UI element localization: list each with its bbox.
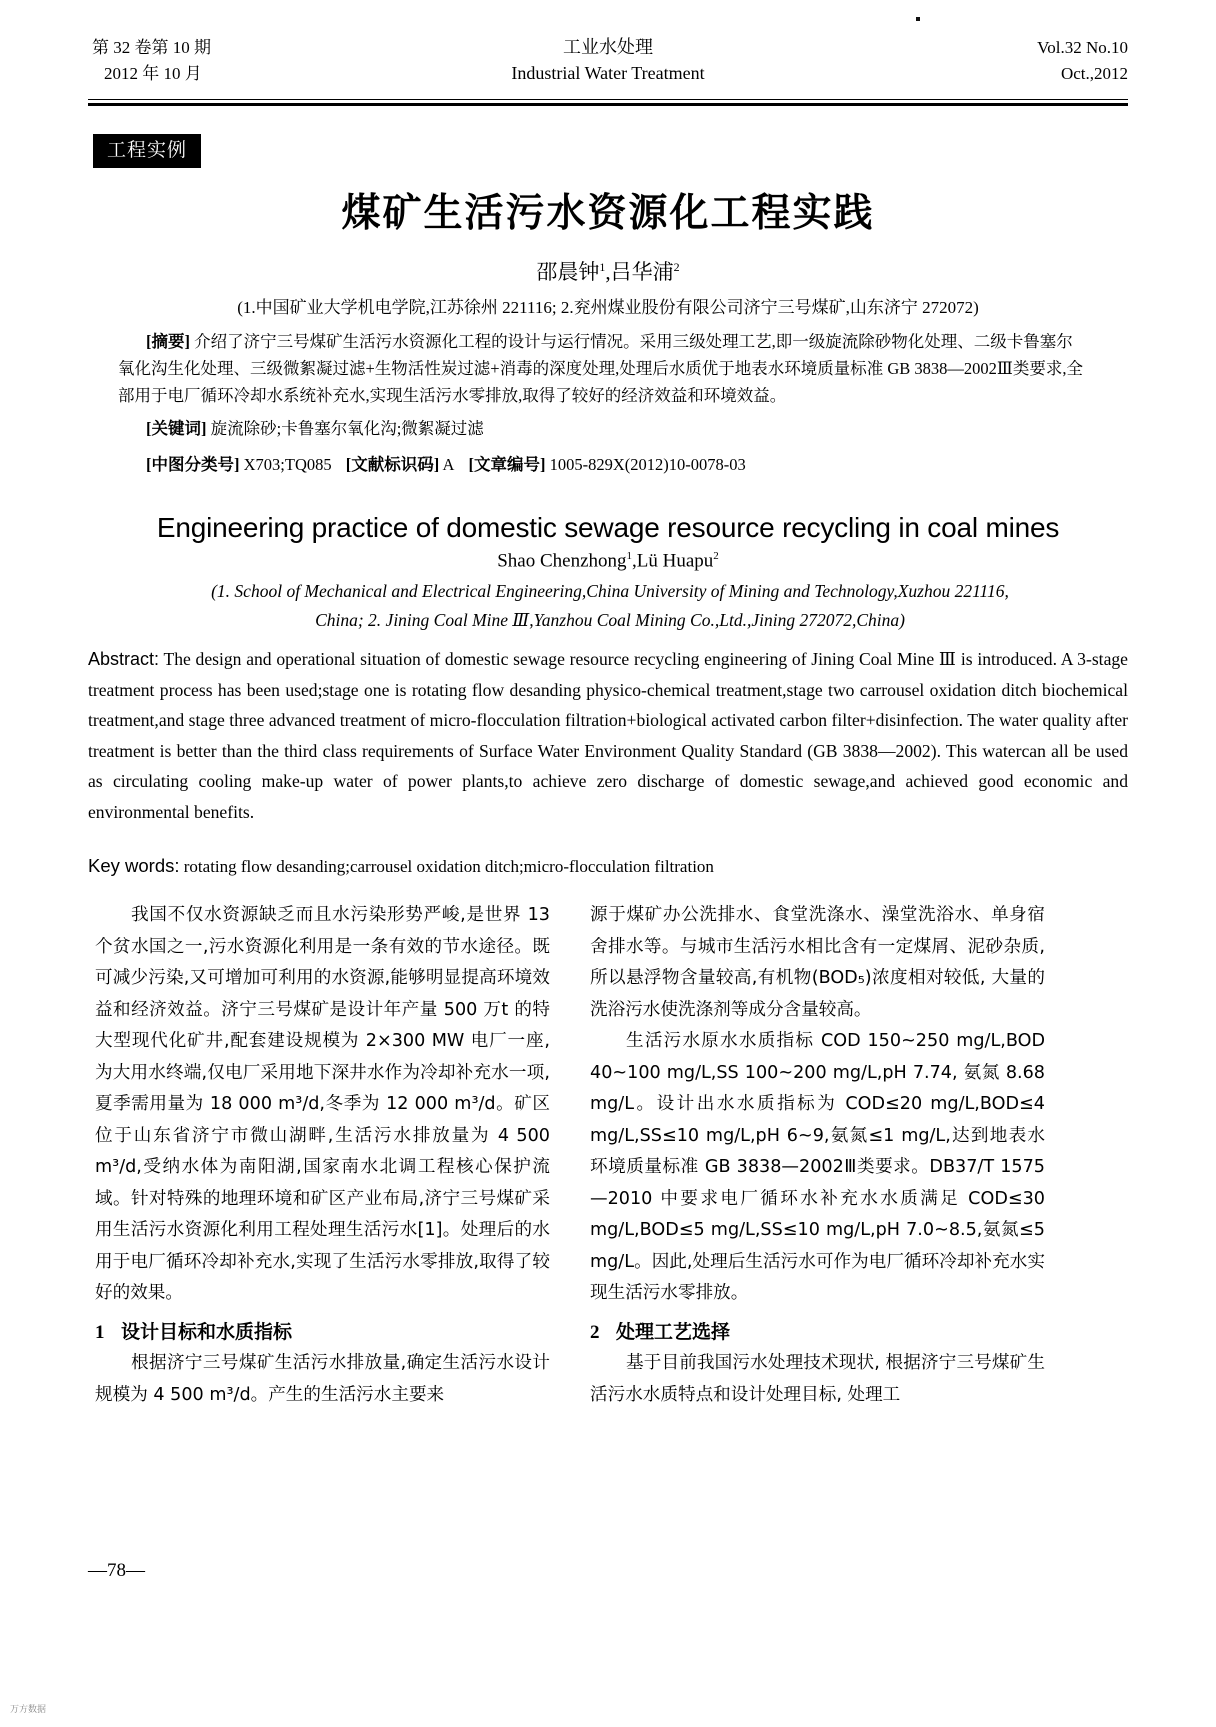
watermark-label: 万方数据 [10, 1705, 47, 1715]
authors-cn-separator: ,吕华浦 [605, 260, 674, 284]
keywords-en-text: rotating flow desanding;carrousel oxidation ditch;micro-flocculation filtration [183, 857, 714, 876]
abstract-en-paragraph [88, 644, 1128, 827]
abstract-cn-label: [摘要] [146, 332, 190, 351]
section-badge: 工程实例 [93, 134, 201, 168]
author-en-1-affil-marker: 1 [626, 550, 633, 562]
section-heading-1 [95, 1317, 550, 1349]
paragraph: 源于煤矿办公洗排水、食堂洗涤水、澡堂洗浴水、单身宿舍排水等。与城市生活污水相比含有一定煤屑、泥砂杂质,所以悬浮物含量较高,有机物(BOD₅)浓度相对较低, 大量的洗浴污水使洗涤剂等成分含量较高。 [590, 905, 1045, 1020]
paragraph: 根据济宁三号煤矿生活污水排放量,确定生活污水设计规模为 4 500 m³/d。产生的生活污水主要来 [95, 1353, 550, 1405]
section-heading-2-number: 2 [590, 1321, 600, 1343]
keywords-en-block [88, 852, 1128, 881]
keywords-cn-paragraph [118, 415, 1088, 442]
paragraph: 我国不仅水资源缺乏而且水污染形势严峻,是世界 13 个贫水国之一,污水资源化利用是一条有效的节水途径。既可减少污染,又可增加可利用的水资源,能够明显提高环境效益和经济效益。济宁三号煤矿是设计年产量 500 万t 的特大型现代化矿井,配套建设规模为 2×300 MW 电厂一座, 为大用水终端,仅电厂采用地下深井水作为冷却补充水一项,夏季需用量为 18 000 m³/d,冬季为 12 000 m³/d。矿区位于山东省济宁市微山湖畔,生活污水排放量为 4 500 m³/d,受纳水体为南阳湖,国家南水北调工程核心保护流域。针对特殊的地理环境和矿区产业布局,济宁三号煤矿采用生活污水资源化利用工程处理生活污水[1]。处理后的水用于电厂循环冷却补充水,实现了生活污水零排放,取得了较好的效果。 [95, 905, 550, 1303]
author-en-1: Shao Chenzhong [497, 550, 627, 572]
running-head-row-2 [88, 64, 1128, 82]
classification-line [118, 451, 1088, 478]
paragraph: 基于目前我国污水处理技术现状, 根据济宁三号煤矿生活污水水质特点和设计处理目标, 处理工 [590, 1353, 1045, 1405]
abstract-cn-text: 介绍了济宁三号煤矿生活污水资源化工程的设计与运行情况。采用三级处理工艺,即一级旋流除砂物化处理、二级卡鲁塞尔氧化沟生化处理、三级微絮凝过滤+生物活性炭过滤+消毒的深度处理,处理后水质优于地表水环境质量标准 GB 3838—2002Ⅲ类要求,全部用于电厂循环冷却水系统补充水,实现生活污水零排放,取得了较好的经济效益和环境效益。 [118, 332, 1083, 405]
authors-en [0, 550, 1216, 572]
authors-cn [0, 256, 1216, 286]
journal-title-en: Industrial Water Treatment [511, 63, 705, 83]
affiliation-cn: (1.中国矿业大学机电学院,江苏徐州 221116; 2.兖州煤业股份有限公司济宁三号煤矿,山东济宁 272072) [237, 298, 979, 317]
journal-volume-issue-en: Vol.32 No.10 [1037, 38, 1128, 57]
header-rule-thin [88, 99, 1128, 100]
affiliation-en [110, 577, 1110, 635]
keywords-en-label: Key words: [88, 855, 180, 876]
journal-title-cn: 工业水处理 [563, 37, 653, 57]
body-column-left [95, 900, 550, 1411]
author-cn-1-affil-marker: 1 [599, 260, 606, 274]
clc-value: X703;TQ085 [243, 455, 332, 474]
author-cn-2-affil-marker: 2 [673, 260, 680, 274]
body-column-right [590, 900, 1045, 1411]
authors-en-separator: ,Lü Huapu [632, 550, 714, 572]
author-en-2-affil-marker: 2 [713, 550, 719, 562]
document-code-label: [文献标识码] [345, 455, 440, 474]
section-heading-1-text: 设计目标和水质指标 [121, 1320, 293, 1343]
abstract-en-text: The design and operational situation of domestic sewage resource recycling engineering of Jining Coal Mine Ⅲ is introduced. A 3-stage treatment process has been used;stage one is rotating flow desanding physico-chemical treatment,stage two carrousel oxidation ditch biochemical treatment,and stage three advanced treatment of micro-flocculation filtration+biological activated carbon filter+disinfection. The water quality after treatment is better than the third class requirements of Surface Water Environment Quality Standard (GB 3838—2002). This watercan all be used as circulating cooling make-up water of power plants,to achieve zero discharge of domestic sewage,and achieved good economic and environmental benefits. [88, 649, 1128, 822]
journal-volume-issue-cn: 第 32 卷第 10 期 [92, 38, 211, 57]
header-rule-thick [88, 103, 1128, 106]
keywords-cn-label: [关键词] [146, 419, 207, 438]
running-head-row-1 [88, 38, 1128, 56]
section-heading-2 [590, 1317, 1045, 1349]
abstract-en-block [88, 644, 1128, 827]
scan-artifact-dot [916, 17, 920, 21]
running-head [88, 38, 1128, 100]
body-columns [95, 900, 1125, 1411]
journal-date-cn: 2012 年 10 月 [104, 64, 202, 83]
abstract-cn-block [118, 328, 1088, 478]
abstract-cn-paragraph [118, 328, 1088, 409]
journal-date-en: Oct.,2012 [1060, 64, 1128, 83]
article-id-label: [文章编号] [468, 455, 546, 474]
section-heading-1-number: 1 [95, 1321, 105, 1343]
affiliation-en-line-1: (1. School of Mechanical and Electrical Engineering,China University of Mining and Technology,Xuzhou 221116, [211, 581, 1009, 601]
page-number: —78— [88, 1560, 145, 1581]
paragraph: 生活污水原水水质指标 COD 150~250 mg/L,BOD 40~100 mg/L,SS 100~200 mg/L,pH 7.74, 氨氮 8.68 mg/L。设计出水水质指标为 COD≤20 mg/L,BOD≤4 mg/L,SS≤10 mg/L,pH 6~9,氨氮≤1 mg/L,达到地表水环境质量标准 GB 3838—2002Ⅲ类要求。DB37/T 1575—2010 中要求电厂循环水补充水水质满足 COD≤30 mg/L,BOD≤5 mg/L,SS≤10 mg/L,pH 7.0~8.5,氨氮≤5 mg/L。因此,处理后生活污水可作为电厂循环冷却补充水实现生活污水零排放。 [590, 1031, 1045, 1303]
document-code-value: A [442, 455, 455, 474]
clc-label: [中图分类号] [146, 455, 240, 474]
article-id-value: 1005-829X(2012)10-0078-03 [549, 455, 746, 474]
author-cn-1: 邵晨钟 [536, 260, 600, 284]
page-title-cn: 煤矿生活污水资源化工程实践 [341, 191, 875, 236]
affiliation-en-line-2: China; 2. Jining Coal Mine Ⅲ,Yanzhou Coal Mining Co.,Ltd.,Jining 272072,China) [315, 610, 905, 630]
keywords-cn-text: 旋流除砂;卡鲁塞尔氧化沟;微絮凝过滤 [210, 419, 484, 438]
section-heading-2-text: 处理工艺选择 [616, 1320, 731, 1343]
page-title-en: Engineering practice of domestic sewage resource recycling in coal mines [156, 512, 1060, 543]
abstract-en-label: Abstract: [88, 649, 160, 669]
